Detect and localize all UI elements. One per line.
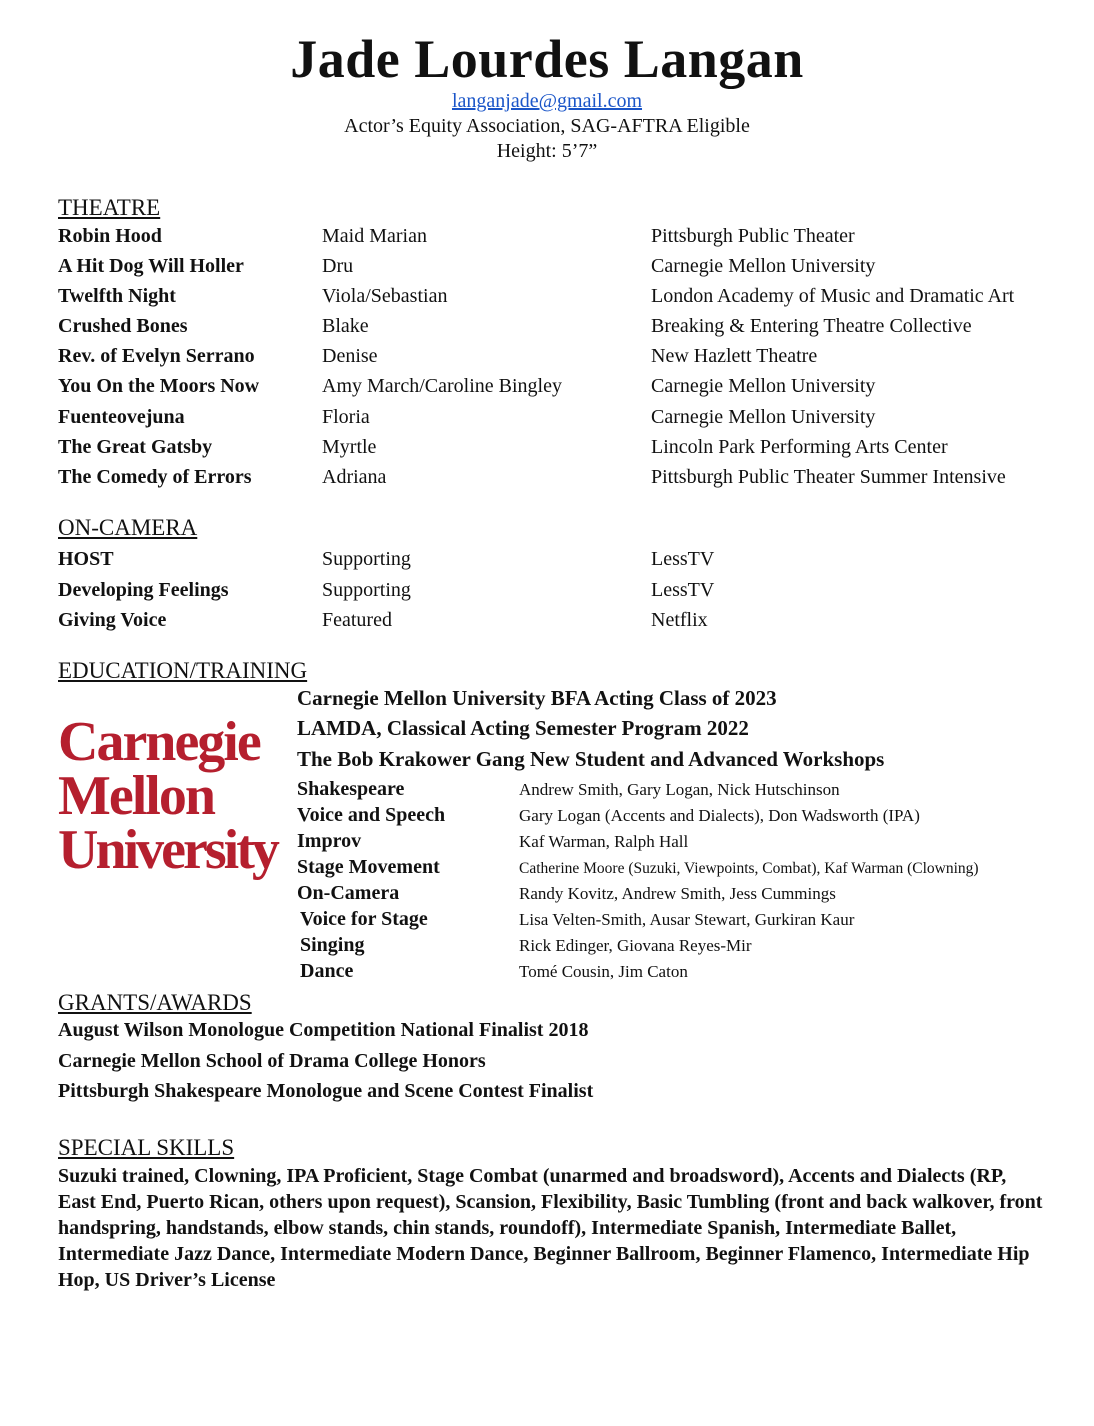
credit-venue: Breaking & Entering Theatre Collective [651,315,972,337]
training-row [0,908,1094,934]
credit-venue: Pittsburgh Public Theater Summer Intensive [651,466,1006,488]
training-skill: Shakespeare [297,778,405,800]
award-item: August Wilson Monologue Competition National Finalist 2018 [58,1019,589,1041]
credit-row [0,548,1094,578]
credit-role: Maid Marian [322,225,427,247]
training-row [0,830,1094,856]
program-line: Carnegie Mellon University BFA Acting Class of 2023 [297,686,777,710]
credit-venue: Netflix [651,609,708,631]
actor-name: Jade Lourdes Langan [290,29,804,89]
credit-row [0,579,1094,609]
training-skill: Improv [297,830,362,852]
training-skill: Dance [300,960,354,982]
training-row [0,804,1094,830]
training-row [0,778,1094,804]
skills-text: Suzuki trained, Clowning, IPA Proficient, Stage Combat (unarmed and broadsword), Accents and Dialects (RP, East End, Puerto Rican, others upon request), Scansion, Flexibility, Basic Tumbling (front and back walkover, front handspring, handstands, elbow stands, chin stands, roundoff), Intermediate Spanish, Intermediate Ballet, Intermediate Jazz Dance, Intermediate Modern Dance, Beginner Ballroom, Beginner Flamenco, Intermediate Hip Hop, US Driver’s License [58,1165,1043,1291]
credit-row [0,285,1094,315]
credit-title: Developing Feelings [58,579,229,601]
height: Height: 5’7” [496,140,598,162]
logo-line: University [58,819,277,881]
credit-title: Fuenteovejuna [58,406,185,428]
training-row [0,934,1094,960]
training-row [0,856,1094,882]
credit-role: Floria [322,406,370,428]
credit-title: You On the Moors Now [58,375,260,397]
training-teachers: Gary Logan (Accents and Dialects), Don Wadsworth (IPA) [519,806,920,825]
credit-row [0,225,1094,255]
training-teachers: Rick Edinger, Giovana Reyes-Mir [519,936,752,955]
credit-role: Blake [322,315,369,337]
training-teachers: Tomé Cousin, Jim Caton [519,962,688,981]
credit-title: HOST [58,548,114,570]
credit-role: Adriana [322,466,387,488]
credit-venue: New Hazlett Theatre [651,345,818,367]
credit-row [0,436,1094,466]
credit-role: Viola/Sebastian [322,285,448,307]
logo-line: Carnegie [58,712,260,773]
credit-row [0,375,1094,405]
award-item: Pittsburgh Shakespeare Monologue and Scene Contest Finalist [58,1080,594,1102]
program-line: The Bob Krakower Gang New Student and Advanced Workshops [297,747,885,771]
credit-role: Supporting [322,548,411,570]
training-teachers: Catherine Moore (Suzuki, Viewpoints, Combat), Kaf Warman (Clowning) [519,860,979,877]
credit-role: Denise [322,345,378,367]
credit-venue: Carnegie Mellon University [651,375,876,397]
union-status: Actor’s Equity Association, SAG-AFTRA Eligible [344,115,750,137]
credit-row [0,466,1094,496]
credit-title: Rev. of Evelyn Serrano [58,345,255,367]
credit-role: Supporting [322,579,411,601]
training-teachers: Kaf Warman, Ralph Hall [519,832,689,851]
training-skill: Stage Movement [297,856,440,878]
award-item: Carnegie Mellon School of Drama College Honors [58,1050,486,1072]
credit-venue: LessTV [651,579,715,601]
credit-title: The Comedy of Errors [58,466,252,488]
training-row [0,960,1094,986]
email-link[interactable]: langanjade@gmail.com [451,90,643,112]
credit-venue: Carnegie Mellon University [651,406,876,428]
training-teachers: Randy Kovitz, Andrew Smith, Jess Cummings [519,884,836,903]
credit-role: Dru [322,255,354,277]
credit-row [0,345,1094,375]
training-skill: Singing [300,934,365,956]
credit-title: The Great Gatsby [58,436,213,458]
credit-venue: Carnegie Mellon University [651,255,876,277]
credit-row [0,315,1094,345]
awards-heading: GRANTS/AWARDS [58,990,252,1015]
training-teachers: Lisa Velten-Smith, Ausar Stewart, Gurkiran Kaur [519,910,855,929]
education-heading: EDUCATION/TRAINING [58,658,308,683]
credit-title: Giving Voice [58,609,167,631]
credit-role: Featured [322,609,392,631]
credit-title: Robin Hood [58,225,162,247]
training-teachers: Andrew Smith, Gary Logan, Nick Hutschinson [519,780,840,799]
training-skill: On-Camera [297,882,400,904]
skills-heading: SPECIAL SKILLS [58,1135,235,1160]
theatre-heading: THEATRE [58,195,161,220]
credit-venue: London Academy of Music and Dramatic Art [651,285,1015,307]
program-line: LAMDA, Classical Acting Semester Program 2022 [297,716,749,740]
credit-role: Myrtle [322,436,377,458]
credit-title: Crushed Bones [58,315,188,337]
training-skill: Voice for Stage [300,908,428,930]
training-row [0,882,1094,908]
credit-venue: Pittsburgh Public Theater [651,225,855,247]
on-camera-heading: ON-CAMERA [58,515,198,540]
credit-row [0,255,1094,285]
credit-title: Twelfth Night [58,285,176,307]
credit-row [0,609,1094,639]
credit-role: Amy March/Caroline Bingley [322,375,562,397]
credit-title: A Hit Dog Will Holler [58,255,244,277]
credit-venue: Lincoln Park Performing Arts Center [651,436,948,458]
logo-line: Mellon [58,765,214,827]
credit-row [0,406,1094,436]
training-skill: Voice and Speech [297,804,446,826]
credit-venue: LessTV [651,548,715,570]
